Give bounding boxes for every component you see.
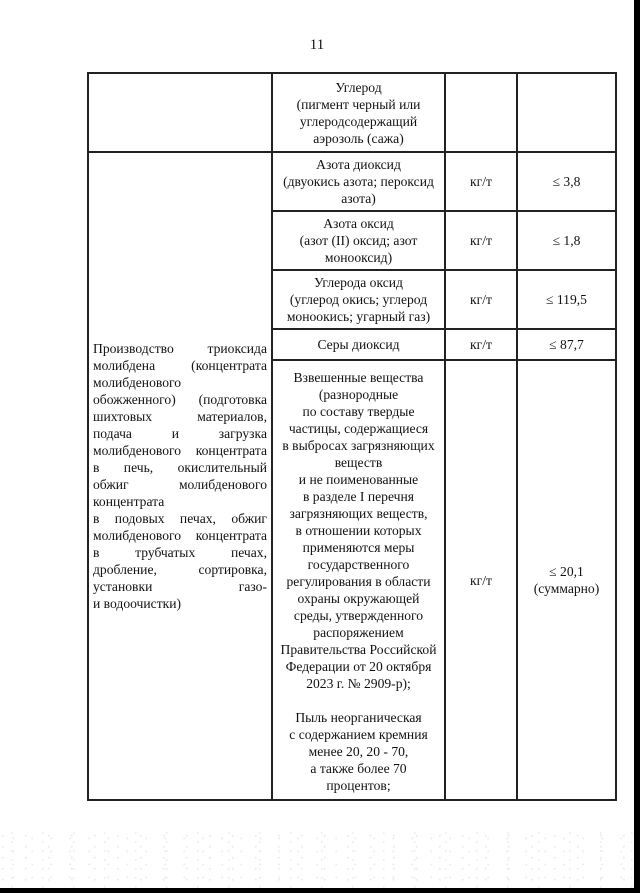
text-line: и не поименованные <box>298 472 419 487</box>
text-line: (азот (II) оксид; азот <box>299 233 418 248</box>
process-word: материалов, <box>197 409 267 424</box>
text-line: распоряжением <box>313 625 404 640</box>
text-line: в отношении которых <box>295 523 422 538</box>
value-cell <box>517 73 616 152</box>
process-text-line <box>93 510 267 527</box>
process-word: концентрата <box>195 528 267 543</box>
process-text-line <box>93 408 267 425</box>
substance-cell <box>272 270 445 329</box>
text-line: аэрозоль (сажа) <box>313 130 404 146</box>
text-line: применяются меры <box>302 540 415 555</box>
process-word: молибденового <box>93 528 182 543</box>
unit-cell <box>445 73 517 152</box>
process-word: молибденового <box>93 375 182 390</box>
process-word: концентрата <box>93 494 165 509</box>
process-word: печах, <box>230 545 267 560</box>
process-description-cell <box>88 152 272 800</box>
text-line: (разнородные <box>318 387 399 402</box>
substance-cell <box>272 360 445 800</box>
text-line: Азота оксид <box>323 216 394 231</box>
process-text-line <box>93 425 267 442</box>
value-cell: ≤ 87,7 <box>517 329 616 360</box>
unit-cell: кг/т <box>445 360 517 800</box>
paragraph-gap <box>277 692 440 709</box>
process-text-line <box>93 527 267 544</box>
text-line: в выбросах загрязняющих <box>282 438 435 453</box>
process-text-line <box>93 578 267 595</box>
process-text-line <box>93 561 267 578</box>
process-word: шихтовых <box>93 409 153 424</box>
value-cell: ≤ 1,8 <box>517 211 616 270</box>
unit-cell: кг/т <box>445 152 517 211</box>
text-line: процентов; <box>326 778 391 793</box>
text-line: Взвешенные вещества <box>293 370 424 385</box>
text-line: Серы диоксид <box>317 337 400 352</box>
text-line: Пыль неорганическая <box>295 710 422 725</box>
process-text-line <box>93 340 267 357</box>
process-word: печах, <box>179 511 216 526</box>
text-line: с содержанием кремния <box>289 727 428 742</box>
emissions-table <box>87 72 617 801</box>
text-line: углеродсодержащий <box>299 113 418 129</box>
text-line: государственного <box>307 557 410 572</box>
scan-noise <box>0 828 634 888</box>
text-line: (углерод окись; углерод <box>289 292 428 307</box>
process-text-line <box>93 357 267 374</box>
text-line: охраны окружающей <box>297 591 420 606</box>
text-line: регулирования в области <box>286 574 431 589</box>
process-word: обжиг <box>231 511 267 526</box>
process-text-line <box>93 595 267 612</box>
process-word: в <box>93 511 100 526</box>
process-word: трубчатых <box>135 545 196 560</box>
text-line: Углерод <box>335 79 382 95</box>
text-line: по составу твердые <box>302 404 415 419</box>
text-line: (двуокись азота; пероксид <box>283 174 434 189</box>
process-word: (концентрата <box>191 358 267 373</box>
process-word: подовых <box>114 511 165 526</box>
value-cell: ≤ 119,5 <box>517 270 616 329</box>
value-cell <box>517 360 616 800</box>
process-text-line <box>93 391 267 408</box>
unit-cell: кг/т <box>445 270 517 329</box>
substance-cell <box>272 211 445 270</box>
text-line: (суммарно) <box>533 581 600 596</box>
text-line: монооксид) <box>324 250 393 265</box>
process-word: окислительный <box>177 460 267 475</box>
text-line: Правительства Российской <box>280 642 437 657</box>
process-word: концентрата <box>195 443 267 458</box>
text-line: частицы, содержащиеся <box>288 421 429 436</box>
process-word: сортировка, <box>198 562 267 577</box>
process-word: молибденового <box>178 477 267 492</box>
process-word: обжиг <box>93 477 129 492</box>
process-text-line <box>93 544 267 561</box>
process-text-line <box>93 493 267 510</box>
unit-cell: кг/т <box>445 211 517 270</box>
text-line: моноокись; угарный газ) <box>286 309 431 324</box>
text-line: загрязняющих веществ, <box>289 506 428 521</box>
process-text-line <box>93 374 267 391</box>
substance-cell <box>272 329 445 360</box>
process-text-line <box>93 459 267 476</box>
process-word: триоксида <box>207 341 267 356</box>
text-line: веществ <box>334 455 383 470</box>
substance-cell <box>272 152 445 211</box>
page-number: 11 <box>309 37 325 53</box>
process-word: в <box>93 460 100 475</box>
text-line: (пигмент черный или <box>296 96 421 112</box>
text-line: среды, утвержденного <box>293 608 424 623</box>
process-word: печь, <box>123 460 154 475</box>
process-word: (подготовка <box>198 392 267 407</box>
text-line: азота) <box>341 191 376 206</box>
process-word: молибдена <box>93 358 156 373</box>
process-cell-empty <box>88 73 272 152</box>
process-word: в <box>93 545 100 560</box>
text-line: Азота диоксид <box>316 157 401 172</box>
text-line: 2023 г. № 2909-р); <box>306 676 411 691</box>
process-word: обожженного) <box>93 392 176 407</box>
process-word: и <box>171 426 180 441</box>
value-cell: ≤ 3,8 <box>517 152 616 211</box>
text-line: менее 20, 20 - 70, <box>308 744 409 759</box>
text-line: в разделе I перечня <box>302 489 415 504</box>
process-word: молибденового <box>93 443 182 458</box>
process-word: Производство <box>93 341 174 356</box>
text-line: Федерации от 20 октября <box>285 659 432 674</box>
process-word: и водоочистки) <box>93 596 182 611</box>
process-word: дробление, <box>93 562 157 577</box>
process-word: загрузка <box>218 426 267 441</box>
process-word: газо- <box>238 579 267 594</box>
process-text-line <box>93 442 267 459</box>
process-text-line <box>93 476 267 493</box>
substance-cell <box>272 73 445 152</box>
text-line: а также более 70 <box>310 761 407 776</box>
unit-cell: кг/т <box>445 329 517 360</box>
table-row-carbon <box>88 73 616 152</box>
process-word: установки <box>93 579 153 594</box>
process-word: подача <box>93 426 132 441</box>
text-line: Углерода оксид <box>314 275 403 290</box>
table-row <box>88 152 616 211</box>
text-line: ≤ 20,1 <box>549 564 584 579</box>
